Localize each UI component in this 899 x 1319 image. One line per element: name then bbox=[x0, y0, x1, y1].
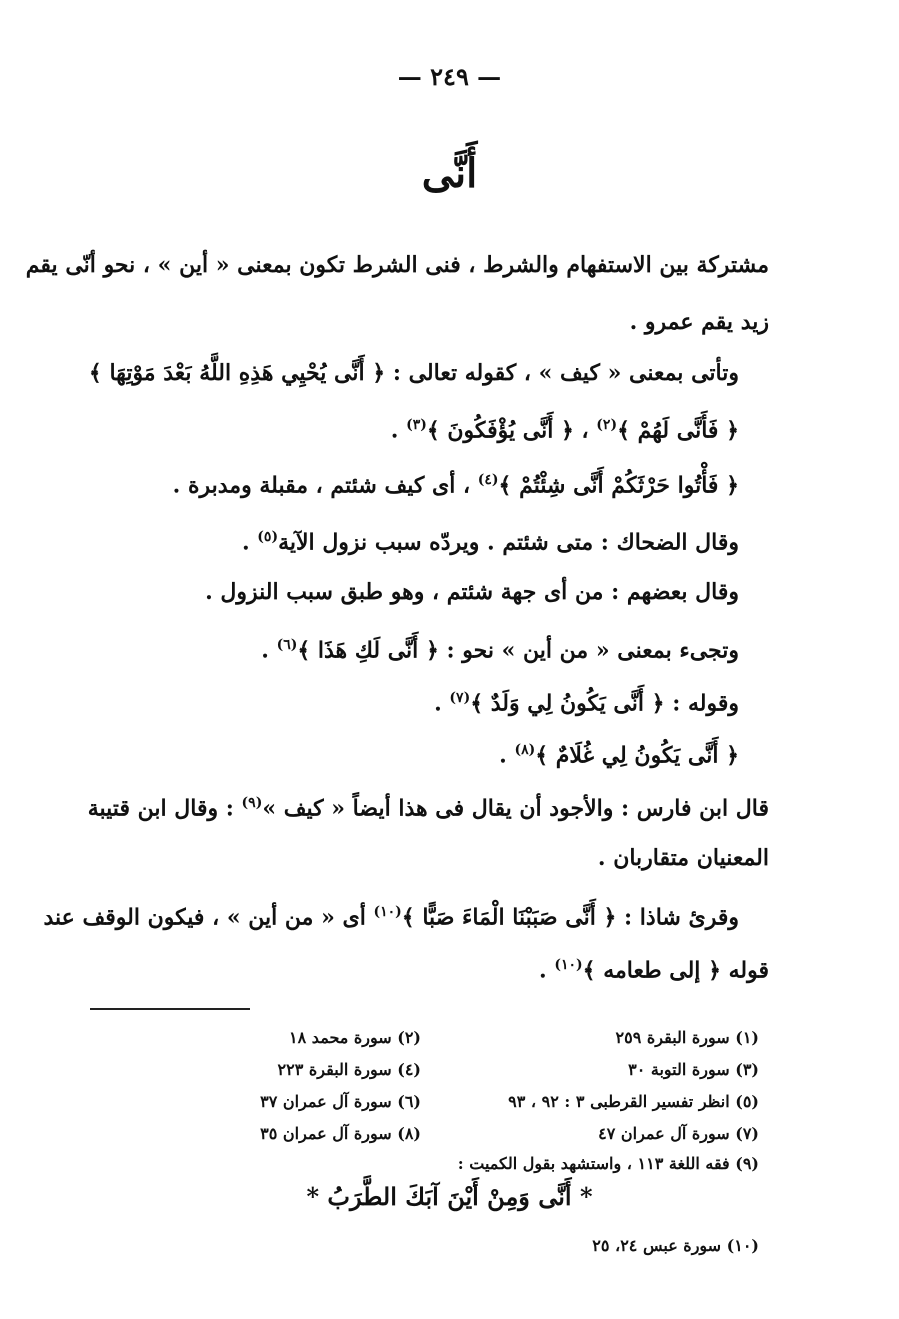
text-span: . bbox=[499, 742, 515, 769]
footnote-ref: (٣) bbox=[406, 417, 427, 433]
footnote-ref: (١٠) bbox=[373, 904, 402, 920]
footnote-ref: (٢) bbox=[596, 417, 618, 433]
text-line-11 bbox=[88, 788, 769, 823]
text-span: أى « من أين » ، فيكون الوقف عند bbox=[43, 904, 374, 931]
footnote-ref: (٦) bbox=[276, 637, 298, 653]
page-number: — ٢٤٩ — bbox=[397, 62, 502, 91]
body-text bbox=[25, 0, 769, 1000]
text-span: وتجىء بمعنى « من أين » نحو : ﴿ أَنَّى لَكِ هَذَا ﴾ bbox=[297, 637, 739, 664]
footnote-5: (٥) انظر تفسير القرطبى ٣ : ٩٢ ، ٩٣ bbox=[508, 1092, 759, 1111]
text-span: وقال الضحاك : متى شئتم . ويردّه سبب نزول الآية bbox=[278, 529, 739, 556]
quran-quote: ، ﴿ أَنَّى يُؤْفَكُونَ ﴾ bbox=[426, 417, 597, 444]
quran-quote: ﴿ أَنَّى يَكُونُ لِي غُلَامٌ ﴾ bbox=[535, 742, 739, 769]
footnote-ref: (١٠) bbox=[554, 957, 583, 973]
text-line-10 bbox=[499, 735, 739, 770]
footnote-ref: (٩) bbox=[241, 795, 263, 811]
text-span: . bbox=[390, 417, 407, 444]
text-line-1: مشتركة بين الاستفهام والشرط ، فنى الشرط تكون بمعنى « أين » ، نحو أنّى يقم bbox=[25, 252, 769, 278]
entry-heading: أَنَّى bbox=[421, 150, 478, 197]
text-span: ، أى كيف شئتم ، مقبلة ومدبرة . bbox=[172, 472, 478, 499]
footnote-ref: (٧) bbox=[449, 690, 471, 706]
footnote-divider bbox=[90, 1008, 250, 1010]
footnote-2: (٢) سورة محمد ١٨ bbox=[289, 1028, 421, 1047]
footnote-10: (١٠) سورة عبس ٢٤، ٢٥ bbox=[592, 1236, 759, 1255]
footnote-8: (٨) سورة آل عمران ٣٥ bbox=[260, 1124, 421, 1143]
text-span: . bbox=[434, 690, 450, 717]
text-span: . bbox=[539, 957, 555, 984]
text-line-12: المعنيان متقاربان . bbox=[597, 845, 769, 871]
text-span: : وقال ابن قتيبة bbox=[87, 795, 242, 822]
text-line-13 bbox=[44, 897, 740, 932]
quran-quote: ﴿ فَأَنَّى لَهُمْ ﴾ bbox=[617, 417, 739, 444]
text-span: قوله ﴿ إلى طعامه ﴾ bbox=[582, 957, 769, 984]
footnote-3: (٣) سورة التوبة ٣٠ bbox=[628, 1060, 759, 1079]
text-span: وقوله : ﴿ أَنَّى يَكُونُ لِي وَلَدٌ ﴾ bbox=[470, 690, 739, 717]
footnote-9: (٩) فقه اللغة ١١٣ ، واستشهد بقول الكميت : bbox=[457, 1154, 759, 1173]
text-span: . bbox=[241, 529, 258, 556]
text-line-9 bbox=[434, 683, 739, 718]
text-line-8 bbox=[261, 630, 739, 665]
text-line-6 bbox=[242, 522, 739, 557]
text-span: قال ابن فارس : والأجود أن يقال فى هذا أيضاً « كيف » bbox=[262, 795, 769, 822]
text-line-2: زيد يقم عمرو . bbox=[629, 309, 769, 335]
text-line-4 bbox=[391, 410, 739, 445]
text-span: وقرئ شاذا : ﴿ أَنَّى صَبَبْنَا الْمَاءَ صَبًّا ﴾ bbox=[401, 904, 739, 931]
footnote-ref: (٥) bbox=[257, 529, 279, 545]
text-span: . bbox=[261, 637, 277, 664]
footnote-ref: (٤) bbox=[477, 472, 499, 488]
footnote-6: (٦) سورة آل عمران ٣٧ bbox=[260, 1092, 421, 1111]
poem-verse: * أَنَّى وَمِنْ أَيْنَ آبَكَ الطَّرَبُ * bbox=[306, 1182, 593, 1211]
footnote-7: (٧) سورة آل عمران ٤٧ bbox=[598, 1124, 759, 1143]
text-line-7: وقال بعضهم : من أى جهة شئتم ، وهو طبق سبب النزول . bbox=[205, 579, 739, 605]
quran-quote: ﴿ فَأْتُوا حَرْثَكُمْ أَنَّى شِئْتُمْ ﴾ bbox=[498, 472, 739, 499]
text-line-5 bbox=[173, 465, 739, 500]
footnote-ref: (٨) bbox=[514, 742, 536, 758]
text-line-14 bbox=[539, 950, 769, 985]
text-line-3: وتأتى بمعنى « كيف » ، كقوله تعالى : ﴿ أَنَّى يُحْيِي هَذِهِ اللَّهُ بَعْدَ مَوْتِهَا ﴾ bbox=[88, 360, 739, 386]
footnote-1: (١) سورة البقرة ٢٥٩ bbox=[615, 1028, 759, 1047]
footnote-4: (٤) سورة البقرة ٢٢٣ bbox=[277, 1060, 421, 1079]
